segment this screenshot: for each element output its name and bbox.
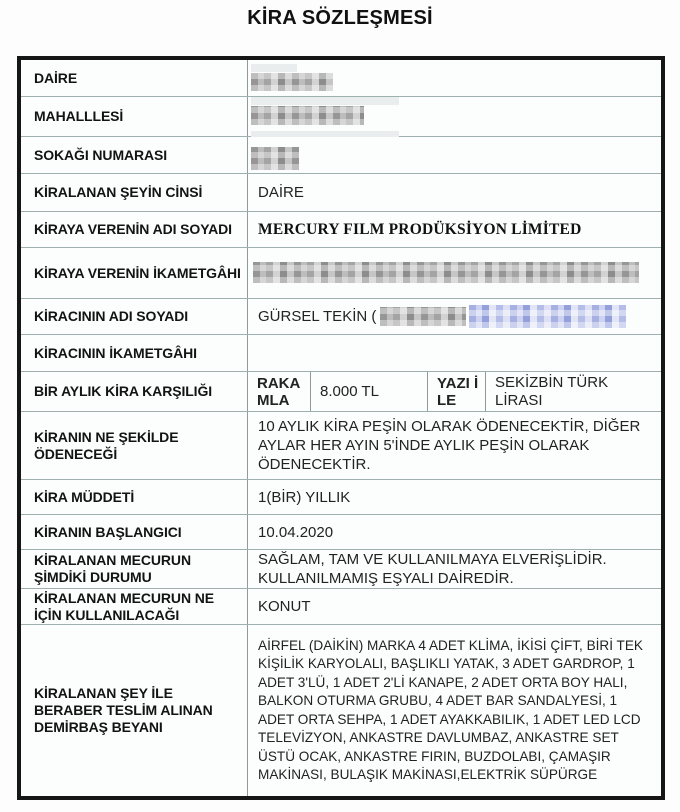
amount-in-words-value: SEKİZBİN TÜRK LİRASI [485,372,661,411]
table-row-kullanim-amaci [21,589,661,625]
table-row-kiraya-veren-adi [21,212,661,248]
row-value [248,174,661,211]
row-label: SOKAĞI NUMARASI [21,137,248,173]
row-label: KİRANIN NE ŞEKİLDE ÖDENECEĞİ [21,412,248,479]
amount-in-digits-label: RAKAMLA [257,374,301,409]
row-label: KİRAYA VERENİN ADI SOYADI [21,212,248,247]
row-label: KİRALANAN ŞEY İLE BERABER TESLİM ALINAN DEMİRBAŞ BEYANI [21,625,248,796]
row-label: KİRACININ ADI SOYADI [21,299,248,334]
row-value [248,299,661,334]
row-value [248,412,661,479]
table-row-demirbas-beyani [21,625,661,796]
table-row-kira-muddeti [21,480,661,515]
row-value [248,480,661,514]
redacted-value [380,307,466,326]
table-row-seyin-cinsi [21,174,661,212]
table-row-kiracinin-adi [21,299,661,335]
row-value [248,372,661,411]
table-row-kiracinin-ikametgahi [21,335,661,372]
row-value [248,625,661,796]
redacted-value [251,97,399,105]
redacted-value [253,262,639,283]
row-value [248,335,661,371]
row-label: KİRALANAN MECURUN NE İÇİN KULLANILACAĞI [21,589,248,624]
redacted-value [251,147,299,170]
table-row-odeme-sekli [21,412,661,480]
page-title: KİRA SÖZLEŞMESİ [247,7,433,29]
row-value [248,137,661,173]
row-label: MAHALLLESİ [21,97,248,136]
table-row-mecur-durumu [21,550,661,589]
row-label: BİR AYLIK KİRA KARŞILIĞI [21,372,248,411]
table-row-kira-baslangici [21,515,661,550]
table-row-daire [21,60,661,97]
row-value [248,589,661,624]
row-value [248,212,661,247]
value-text: GÜRSEL TEKİN ( [258,308,377,325]
row-label: KİRA MÜDDETİ [21,480,248,514]
row-label: DAİRE [21,60,248,96]
value-text: AİRFEL (DAİKİN) MARKA 4 ADET KLİMA, İKİSİ ÇİFT, BİRİ TEK KİŞİLİK KARYOLALI, BAŞLIKLI YATAK, 3 ADET GARDROP, 1 ADET 3'LÜ, 1 ADET 2'Lİ KANAPE, 2 ADET ORTA BOY HALI, BALKON OTURMA GRUBU, 4 ADET BAR SANDALYESİ, 1 ADET ORTA SEHPA, 1 ADET AYAKKABILIK, 1 ADET LED LCD TELEVİZYON, ANKASTRE DAVLUMBAZ, ANKASTRE SET ÜSTÜ OCAK, ANKASTRE FIRIN, BUZDOLABI, ÇAMAŞIR MAKİNASI, BULAŞIK MAKİNASI,ELEKTRİK SÜPÜRGE [258,637,643,782]
value-text: MERCURY FILM PRODÜKSİYON LİMİTED [258,221,582,238]
amount-in-digits-value: 8.000 TL [310,372,427,411]
row-value [248,248,661,298]
lease-contract-table [17,56,665,800]
redacted-value [251,73,333,91]
redacted-value [251,106,364,125]
value-text: DAİRE [258,184,304,201]
table-row-mahallesi [21,97,661,137]
table-row-sokagi-numarasi [21,137,661,174]
redacted-value [251,64,297,72]
row-value [248,60,661,96]
value-text: 10.04.2020 [258,523,334,541]
row-label: KİRANIN BAŞLANGICI [21,515,248,549]
redacted-value [469,305,626,328]
value-text: KONUT [258,598,311,615]
value-text: 1(BİR) YILLIK [258,488,351,506]
table-row-kiraya-veren-ikametgahi [21,248,661,299]
row-label: KİRAYA VERENİN İKAMETGÂHI [21,248,248,298]
amount-in-words-label: YAZI İLE [427,372,485,411]
value-text: SAĞLAM, TAM VE KULLANILMAYA ELVERİŞLİDİR. KULLANILMAMIŞ EŞYALI DAİREDİR. [258,551,607,587]
table-row-aylik-kira [21,372,661,412]
value-text: 10 AYLIK KİRA PEŞİN OLARAK ÖDENECEKTİR, DİĞER AYLAR HER AYIN 5'İNDE AYLIK PEŞİN OLARAK ÖDENECEKTİR. [258,418,641,473]
row-label: KİRALANAN ŞEYİN CİNSİ [21,174,248,211]
row-value [248,515,661,549]
row-value [248,97,661,136]
row-label: KİRALANAN MECURUN ŞİMDİKİ DURUMU [21,550,248,588]
row-label: KİRACININ İKAMETGÂHI [21,335,248,371]
row-value [248,550,661,588]
